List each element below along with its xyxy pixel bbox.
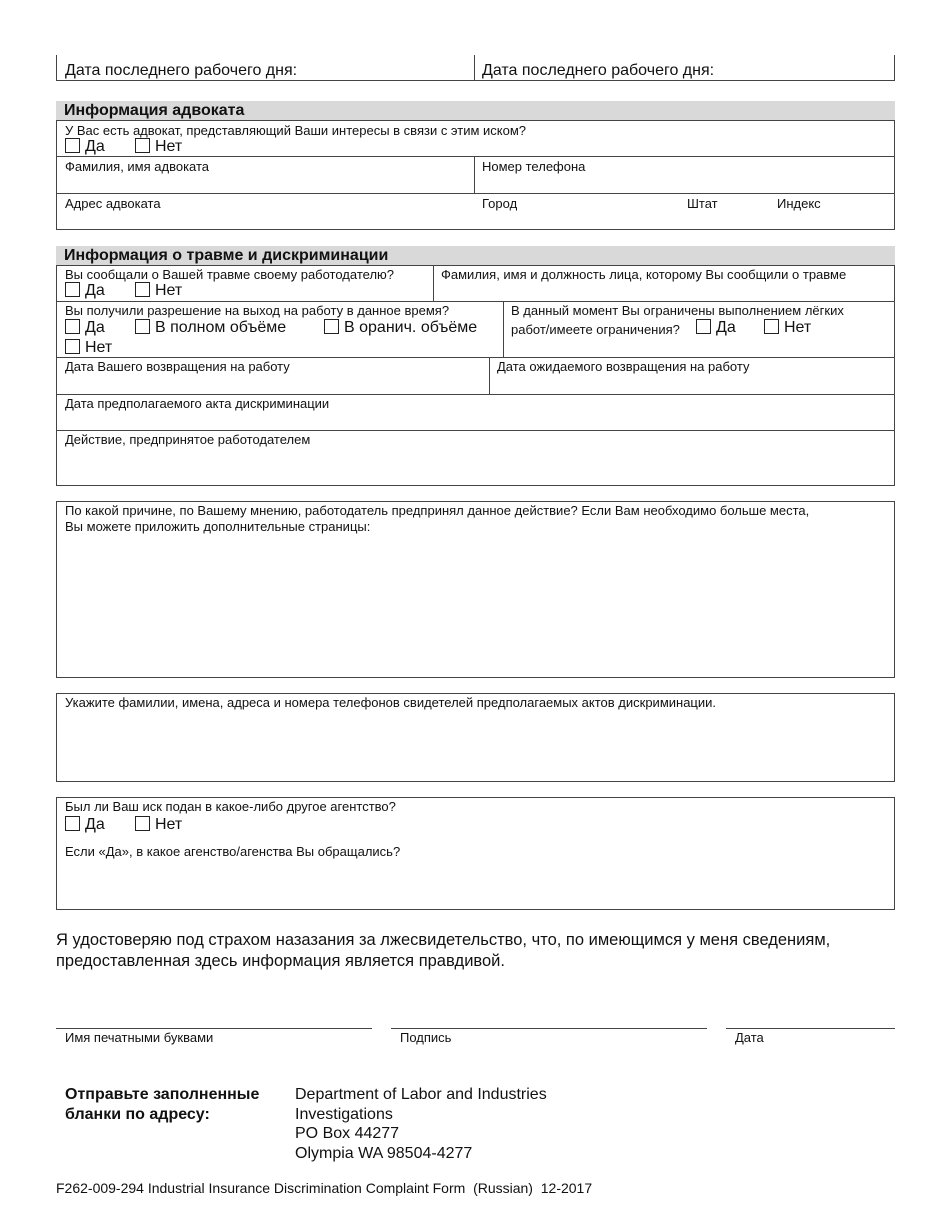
reported-yes-option[interactable]: Да <box>65 282 105 300</box>
form-id-footer: F262-009-294 Industrial Insurance Discrimination Complaint Form (Russian) 12-2017 <box>56 1180 593 1196</box>
certification-line1: Я удостоверяю под страхом назазания за лжесвидетельство, что, по имеющимся у меня сведениям, <box>56 931 831 949</box>
return-date-field[interactable]: Дата Вашего возвращения на работу <box>65 359 290 374</box>
attorney-state-field[interactable]: Штат <box>687 196 718 211</box>
mailing-address-line1: Department of Labor and Industries <box>295 1086 547 1103</box>
divider <box>56 430 895 431</box>
date-line[interactable] <box>726 1028 895 1029</box>
attorney-phone-field[interactable]: Номер телефона <box>482 159 586 174</box>
light-yes-option[interactable]: Да <box>696 319 736 337</box>
print-name-label: Имя печатными буквами <box>65 1030 214 1045</box>
attorney-city-field[interactable]: Город <box>482 196 518 211</box>
last-day-divider <box>474 55 475 81</box>
light-yes-checkbox[interactable] <box>696 319 711 334</box>
divider <box>56 357 895 358</box>
attorney-question: У Вас есть адвокат, представляющий Ваши интересы в связи с этим иском? <box>65 123 527 138</box>
divider <box>56 394 895 395</box>
release-limited-option[interactable]: В оранич. объёме <box>324 319 477 337</box>
attorney-yes-option[interactable]: Да <box>65 138 105 156</box>
signature-line[interactable] <box>391 1028 707 1029</box>
divider <box>56 156 895 157</box>
reported-no-option[interactable]: Нет <box>135 282 182 300</box>
release-full-option[interactable]: В полном объёме <box>135 319 286 337</box>
mailing-address-line3: PO Box 44277 <box>295 1125 400 1142</box>
signature-label: Подпись <box>400 1030 452 1045</box>
reason-label-line1: По какой причине, по Вашему мнению, работодатель предпринял данное действие? Если Вам необходимо больше места, <box>65 503 810 518</box>
divider <box>474 156 475 193</box>
reason-label-line2: Вы можете приложить дополнительные страницы: <box>65 519 371 534</box>
attorney-section-header: Информация адвоката <box>56 101 895 120</box>
employer-action-field[interactable]: Действие, предпринятое работодателем <box>65 432 311 447</box>
divider <box>56 301 895 302</box>
date-label: Дата <box>735 1030 764 1045</box>
divider <box>56 193 895 194</box>
divider <box>503 301 504 357</box>
divider <box>489 357 490 394</box>
light-no-option[interactable]: Нет <box>764 319 811 337</box>
release-full-checkbox[interactable] <box>135 319 150 334</box>
release-yes-checkbox[interactable] <box>65 319 80 334</box>
reported-to-field[interactable]: Фамилия, имя и должность лица, которому Вы сообщили о травме <box>441 267 847 282</box>
reported-yes-checkbox[interactable] <box>65 282 80 297</box>
release-no-option[interactable]: Нет <box>65 339 112 357</box>
attorney-zip-field[interactable]: Индекс <box>777 196 821 211</box>
attorney-name-field[interactable]: Фамилия, имя адвоката <box>65 159 210 174</box>
agency-no-checkbox[interactable] <box>135 816 150 831</box>
agency-yes-option[interactable]: Да <box>65 816 105 834</box>
mailing-address-line4: Olympia WA 98504-4277 <box>295 1145 473 1162</box>
agency-yes-checkbox[interactable] <box>65 816 80 831</box>
expected-return-field[interactable]: Дата ожидаемого возвращения на работу <box>497 359 750 374</box>
divider <box>433 265 434 301</box>
last-day-field-right[interactable]: Дата последнего рабочего дня: <box>482 62 715 79</box>
light-duty-question-line1: В данный момент Вы ограничены выполнением лёгких <box>511 303 844 318</box>
mailing-label-line1: Отправьте заполненные <box>65 1086 260 1103</box>
light-duty-question-line2: работ/имеете ограничения? <box>511 322 680 337</box>
release-no-checkbox[interactable] <box>65 339 80 354</box>
release-question: Вы получили разрешение на выход на работу в данное время? <box>65 303 450 318</box>
witnesses-label: Укажите фамилии, имена, адреса и номера телефонов свидетелей предполагаемых актов дискриминации. <box>65 695 717 710</box>
mailing-label-line2: бланки по адресу: <box>65 1106 210 1123</box>
attorney-no-option[interactable]: Нет <box>135 138 182 156</box>
certification-line2: предоставленная здесь информация является правдивой. <box>56 952 505 970</box>
light-no-checkbox[interactable] <box>764 319 779 334</box>
last-day-field-left[interactable]: Дата последнего рабочего дня: <box>65 62 298 79</box>
print-name-line[interactable] <box>56 1028 372 1029</box>
discrimination-date-field[interactable]: Дата предполагаемого акта дискриминации <box>65 396 330 411</box>
agency-which-field[interactable]: Если «Да», в какое агенство/агенства Вы обращались? <box>65 844 401 859</box>
attorney-address-field[interactable]: Адрес адвоката <box>65 196 161 211</box>
release-yes-option[interactable]: Да <box>65 319 105 337</box>
release-limited-checkbox[interactable] <box>324 319 339 334</box>
attorney-no-checkbox[interactable] <box>135 138 150 153</box>
injury-section-header: Информация о травме и дискриминации <box>56 246 895 265</box>
reported-question: Вы сообщали о Вашей травме своему работодателю? <box>65 267 395 282</box>
attorney-yes-checkbox[interactable] <box>65 138 80 153</box>
agency-no-option[interactable]: Нет <box>135 816 182 834</box>
mailing-address-line2: Investigations <box>295 1106 393 1123</box>
reported-no-checkbox[interactable] <box>135 282 150 297</box>
agency-question: Был ли Ваш иск подан в какое-либо другое агентство? <box>65 799 396 814</box>
